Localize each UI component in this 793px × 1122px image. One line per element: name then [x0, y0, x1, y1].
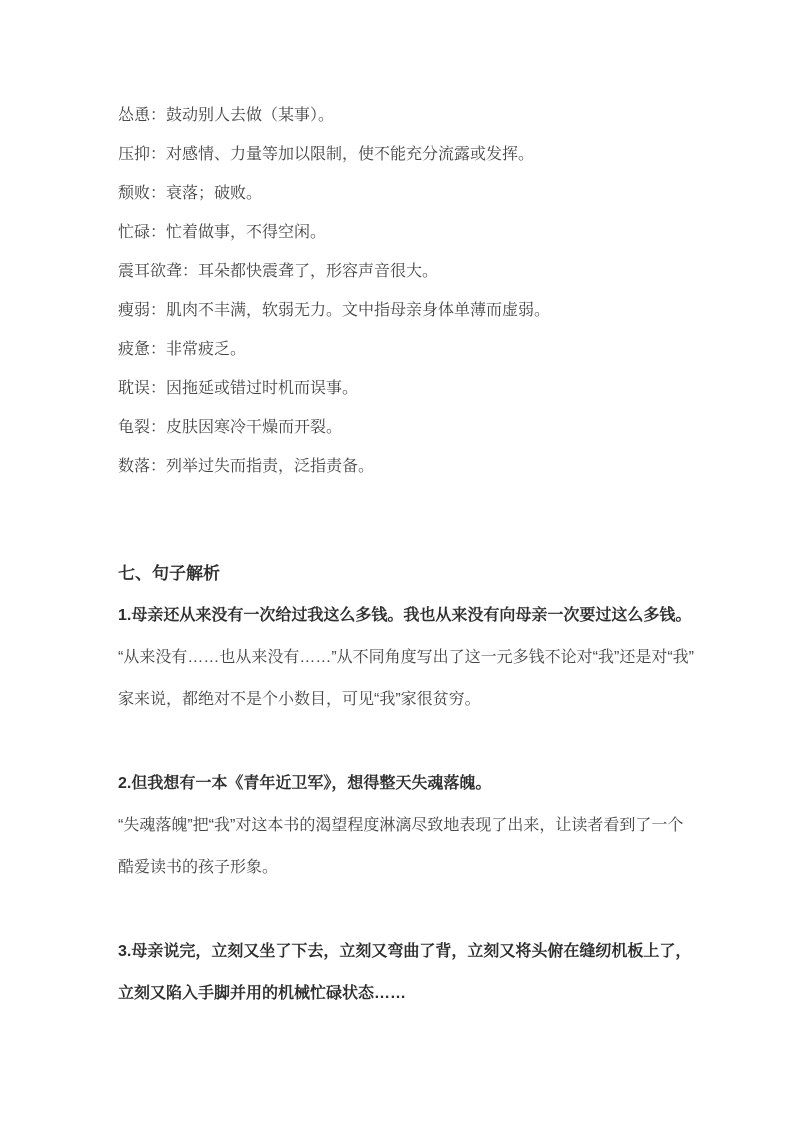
sentence-text-line: 立刻又陷入手脚并用的机械忙碌状态…… — [118, 985, 407, 1002]
section-heading: 七、句子解析 — [118, 564, 220, 583]
analysis-text-line: “从来没有……也从来没有……”从不同角度写出了这一元多钱不论对“我”还是对“我” — [118, 649, 694, 666]
definition-line: 疲惫：非常疲乏。 — [118, 341, 247, 358]
definition-line: 颓败：衰落；破败。 — [118, 185, 263, 202]
sentence-text-line: 2.但我想有一本《青年近卫军》，想得整天失魂落魄。 — [118, 775, 492, 792]
definition-line: 耽误：因拖延或错过时机而误事。 — [118, 380, 359, 397]
definition-line: 数落：列举过失而指责，泛指责备。 — [118, 458, 375, 475]
sentence-text-line: 3.母亲说完，立刻又坐了下去，立刻又弯曲了背，立刻又将头俯在缝纫机板上了， — [118, 943, 692, 960]
definition-line: 震耳欲聋：耳朵都快震聋了，形容声音很大。 — [118, 263, 439, 280]
analysis-text-line: “失魂落魄”把“我”对这本书的渴望程度淋漓尽致地表现了出来，让读者看到了一个 — [118, 817, 684, 834]
definition-line: 忙碌：忙着做事，不得空闲。 — [118, 224, 327, 241]
sentence-analysis-block-2 — [118, 763, 703, 889]
sentence-analysis-block-1 — [118, 595, 703, 721]
definition-line: 瘦弱：肌肉不丰满，软弱无力。文中指母亲身体单薄而虚弱。 — [118, 302, 551, 319]
analysis-text-line: 酷爱读书的孩子形象。 — [118, 859, 279, 876]
analysis-text-line: 家来说，都绝对不是个小数目，可见“我”家很贫穷。 — [118, 691, 481, 708]
definition-line: 龟裂：皮肤因寒冷干燥而开裂。 — [118, 419, 343, 436]
definition-line: 压抑：对感情、力量等加以限制，使不能充分流露或发挥。 — [118, 146, 535, 163]
sentence-text-line: 1.母亲还从来没有一次给过我这么多钱。我也从来没有向母亲一次要过这么多钱。 — [118, 607, 692, 624]
word-definitions-list — [118, 96, 703, 486]
sentence-analysis-block-3 — [118, 931, 703, 1015]
definition-line: 怂恿：鼓动别人去做（某事）。 — [118, 107, 335, 124]
